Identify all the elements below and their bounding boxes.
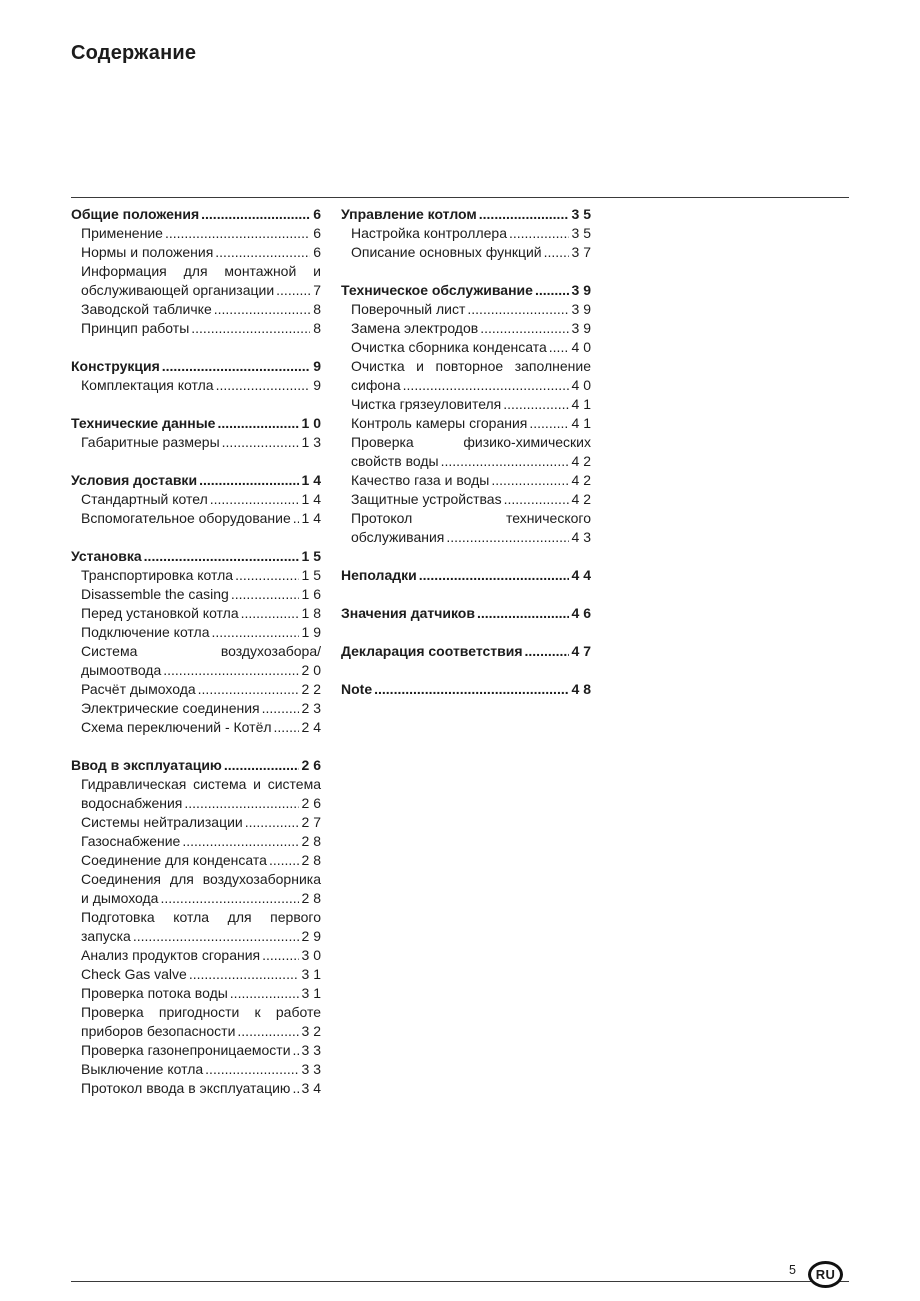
dot-leader: [231, 585, 299, 604]
toc-item-label: Disassemble the casing: [81, 586, 229, 602]
toc-item-label: Нормы и положения: [81, 244, 214, 260]
toc-item: [341, 433, 591, 471]
toc-page-number: 4 1: [571, 415, 591, 431]
dot-leader: [224, 756, 299, 775]
toc-item-label: Протокол ввода в эксплуатацию: [81, 1080, 291, 1096]
toc-item-lastline: [71, 205, 321, 224]
dot-leader: [214, 300, 310, 319]
toc-page-number: 1 0: [301, 415, 321, 431]
toc-item-lastline: [81, 832, 321, 851]
dot-leader: [262, 699, 299, 718]
toc-item-lastline: [81, 300, 321, 319]
toc-item: [341, 357, 591, 395]
toc-item: [71, 585, 321, 604]
toc-item-lastline: [81, 965, 321, 984]
toc-section-heading: [71, 756, 321, 775]
toc-item-label: Note: [341, 681, 373, 697]
toc-page-number: 2 6: [301, 795, 321, 811]
toc-item-label: Выключение котла: [81, 1061, 204, 1077]
toc-item-label: приборов безопасности: [81, 1023, 236, 1039]
toc-item: [71, 623, 321, 642]
toc-section: [341, 642, 591, 661]
dot-leader: [509, 224, 569, 243]
toc-item-line: Система воздухозабора/: [81, 643, 321, 659]
toc-section: [71, 471, 321, 528]
toc-item-lastline: [81, 319, 321, 338]
toc-page-number: 4 3: [571, 529, 591, 545]
toc-item-label: Чистка грязеуловителя: [351, 396, 502, 412]
toc-item-label: Защитные устройстваs: [351, 491, 502, 507]
toc-page-number: 3 5: [571, 206, 591, 222]
toc-columns: [71, 205, 591, 1117]
toc-item-line: Информация для монтажной и: [81, 263, 321, 279]
toc-item-lastline: [81, 433, 321, 452]
language-badge: RU: [808, 1261, 843, 1288]
toc-page-number: 1 5: [301, 548, 321, 564]
toc-item-label: Расчёт дымохода: [81, 681, 196, 697]
toc-page-number: 2 4: [301, 719, 321, 735]
dot-leader: [241, 604, 299, 623]
toc-item-line: Протокол технического: [351, 510, 591, 526]
toc-item-label: Комплектация котла: [81, 377, 214, 393]
toc-section-heading: [71, 547, 321, 566]
toc-item: [341, 395, 591, 414]
toc-item: [71, 1060, 321, 1079]
dot-leader: [201, 205, 310, 224]
toc-item-label: Подключение котла: [81, 624, 210, 640]
page-title: Содержание: [71, 42, 197, 64]
toc-item-label: Ввод в эксплуатацию: [71, 757, 222, 773]
toc-item-label: обслуживающей организации: [81, 282, 275, 298]
toc-item-lastline: [81, 566, 321, 585]
toc-page-number: 3 2: [301, 1023, 321, 1039]
toc-item-lastline: [81, 889, 321, 908]
toc-item-label: Общие положения: [71, 206, 200, 222]
toc-page-number: 4 0: [571, 339, 591, 355]
dot-leader: [529, 414, 568, 433]
dot-leader: [274, 718, 299, 737]
toc-item-lastline: [81, 623, 321, 642]
toc-item-lastline: [81, 661, 321, 680]
toc-item-lastline: [341, 566, 591, 585]
toc-item: [341, 319, 591, 338]
toc-item-label: Заводской табличке: [81, 301, 212, 317]
dot-leader: [211, 623, 298, 642]
toc-item-label: Очистка сборника конденсата: [351, 339, 547, 355]
toc-page-number: 3 0: [301, 947, 321, 963]
toc-section-heading: [341, 604, 591, 623]
toc-item: [71, 376, 321, 395]
dot-leader: [292, 1079, 298, 1098]
toc-page-number: 2 7: [301, 814, 321, 830]
toc-item-lastline: [81, 490, 321, 509]
toc-item-line: Проверка физико-химических: [351, 434, 591, 450]
toc-item-lastline: [81, 1079, 321, 1098]
toc-item-label: Условия доставки: [71, 472, 198, 488]
toc-item-label: дымоотвода: [81, 662, 162, 678]
toc-item: [71, 319, 321, 338]
toc-section: [71, 205, 321, 338]
toc-item-label: Схема переключений - Котёл: [81, 719, 272, 735]
toc-section-heading: [341, 205, 591, 224]
toc-item: [71, 642, 321, 680]
toc-section: [71, 357, 321, 395]
toc-page-number: 3 4: [301, 1080, 321, 1096]
toc-item-lastline: [81, 680, 321, 699]
bottom-rule: [71, 1281, 849, 1282]
toc-item: [71, 1041, 321, 1060]
dot-leader: [419, 566, 569, 585]
toc-item-lastline: [341, 680, 591, 699]
toc-item-lastline: [81, 604, 321, 623]
toc-item-label: Технические данные: [71, 415, 216, 431]
toc-item-lastline: [341, 604, 591, 623]
toc-item-label: Проверка потока воды: [81, 985, 228, 1001]
dot-leader: [165, 224, 310, 243]
dot-leader: [160, 889, 298, 908]
toc-item-label: запуска: [81, 928, 131, 944]
dot-leader: [205, 1060, 298, 1079]
dot-leader: [191, 319, 310, 338]
toc-item-label: Габаритные размеры: [81, 434, 220, 450]
toc-page-number: 6: [313, 225, 321, 241]
toc-item-lastline: [341, 281, 591, 300]
toc-item-lastline: [341, 205, 591, 224]
toc-item-label: Вспомогательное оборудование: [81, 510, 291, 526]
toc-item-lastline: [351, 528, 591, 547]
dot-leader: [504, 490, 569, 509]
toc-item-label: Принцип работы: [81, 320, 190, 336]
toc-item-lastline: [81, 718, 321, 737]
toc-page-number: 1 3: [301, 434, 321, 450]
toc-section: [341, 566, 591, 585]
toc-item: [71, 243, 321, 262]
toc-item-line: Проверка пригодности к работе: [81, 1004, 321, 1020]
toc-item: [71, 832, 321, 851]
toc-item-label: обслуживания: [351, 529, 445, 545]
toc-item-label: Стандартный котел: [81, 491, 208, 507]
dot-leader: [262, 946, 298, 965]
toc-page-number: 4 8: [571, 681, 591, 697]
toc-page-number: 4 2: [571, 491, 591, 507]
toc-section-heading: [341, 680, 591, 699]
toc-page-number: 3 3: [301, 1042, 321, 1058]
dot-leader: [144, 547, 299, 566]
footer-page-number: 5: [789, 1263, 796, 1277]
dot-leader: [293, 509, 299, 528]
toc-item-lastline: [351, 224, 591, 243]
toc-item-label: Управление котлом: [341, 206, 477, 222]
toc-page-number: 4 2: [571, 453, 591, 469]
toc-item-label: сифона: [351, 377, 401, 393]
toc-item-label: Поверочный лист: [351, 301, 466, 317]
toc-page-number: 1 8: [301, 605, 321, 621]
dot-leader: [544, 243, 569, 262]
toc-item-label: Анализ продуктов сгорания: [81, 947, 261, 963]
dot-leader: [479, 205, 569, 224]
toc-page-number: 1 4: [301, 472, 321, 488]
dot-leader: [446, 528, 568, 547]
toc-item-line: Подготовка котла для первого: [81, 909, 321, 925]
toc-section-heading: [71, 414, 321, 433]
dot-leader: [403, 376, 569, 395]
toc-item-lastline: [81, 984, 321, 1003]
dot-leader: [535, 281, 569, 300]
toc-page-number: 1 4: [301, 491, 321, 507]
dot-leader: [235, 566, 298, 585]
toc-item-label: водоснабжения: [81, 795, 183, 811]
toc-item-lastline: [71, 357, 321, 376]
toc-item-lastline: [351, 338, 591, 357]
dot-leader: [230, 984, 299, 1003]
toc-page-number: 2 3: [301, 700, 321, 716]
toc-item-lastline: [71, 547, 321, 566]
toc-item: [71, 946, 321, 965]
dot-leader: [237, 1022, 298, 1041]
toc-page-number: 1 9: [301, 624, 321, 640]
toc-item-lastline: [71, 414, 321, 433]
toc-page-number: 4 1: [571, 396, 591, 412]
dot-leader: [184, 794, 298, 813]
toc-section: [341, 604, 591, 623]
toc-item: [71, 680, 321, 699]
toc-page-number: 7: [313, 282, 321, 298]
toc-item-lastline: [351, 414, 591, 433]
toc-item-lastline: [351, 471, 591, 490]
toc-page-number: 4 6: [571, 605, 591, 621]
toc-item: [71, 908, 321, 946]
toc-page-number: 2 8: [301, 890, 321, 906]
toc-section: [71, 547, 321, 737]
dot-leader: [198, 680, 299, 699]
toc-item-lastline: [81, 585, 321, 604]
toc-item-label: Декларация соответствия: [341, 643, 523, 659]
toc-page-number: 1 5: [301, 567, 321, 583]
toc-item: [341, 338, 591, 357]
toc-item-lastline: [351, 243, 591, 262]
toc-item-label: Качество газа и воды: [351, 472, 490, 488]
toc-section-heading: [71, 205, 321, 224]
toc-item: [71, 433, 321, 452]
toc-item-label: Контроль камеры сгорания: [351, 415, 528, 431]
dot-leader: [217, 414, 298, 433]
dot-leader: [467, 300, 568, 319]
toc-item-lastline: [81, 1041, 321, 1060]
toc-item-lastline: [351, 395, 591, 414]
toc-page-number: 6: [313, 244, 321, 260]
dot-leader: [293, 1041, 299, 1060]
toc-section: [341, 680, 591, 699]
toc-item: [71, 775, 321, 813]
toc-page-number: 2 2: [301, 681, 321, 697]
dot-leader: [549, 338, 569, 357]
dot-leader: [215, 243, 310, 262]
toc-page-number: 2 8: [301, 833, 321, 849]
toc-item-label: Системы нейтрализации: [81, 814, 243, 830]
toc-item: [71, 300, 321, 319]
toc-item-line: Очистка и повторное заполнение: [351, 358, 591, 374]
toc-item-lastline: [351, 376, 591, 395]
toc-item-lastline: [81, 813, 321, 832]
toc-section-heading: [341, 642, 591, 661]
dot-leader: [245, 813, 299, 832]
dot-leader: [276, 281, 310, 300]
dot-leader: [222, 433, 299, 452]
toc-item: [71, 224, 321, 243]
toc-item-lastline: [81, 699, 321, 718]
toc-item-lastline: [81, 851, 321, 870]
toc-item: [71, 509, 321, 528]
toc-item: [71, 1079, 321, 1098]
toc-item: [71, 490, 321, 509]
toc-item-label: Значения датчиков: [341, 605, 475, 621]
toc-page-number: 8: [313, 320, 321, 336]
toc-page-number: 3 9: [571, 301, 591, 317]
toc-page-number: 4 2: [571, 472, 591, 488]
toc-section-heading: [341, 281, 591, 300]
toc-item-lastline: [351, 319, 591, 338]
toc-item-lastline: [81, 1060, 321, 1079]
toc-item: [71, 699, 321, 718]
toc-item-label: Замена электродов: [351, 320, 479, 336]
dot-leader: [503, 395, 568, 414]
toc-page-number: 2 8: [301, 852, 321, 868]
toc-item: [71, 262, 321, 300]
toc-page-number: 3 1: [301, 966, 321, 982]
toc-item-label: Транспортировка котла: [81, 567, 234, 583]
toc-item: [71, 604, 321, 623]
toc-item: [341, 471, 591, 490]
dot-leader: [210, 490, 299, 509]
toc-item-label: Применение: [81, 225, 163, 241]
toc-item-line: Соединения для воздухозаборника: [81, 871, 321, 887]
dot-leader: [480, 319, 568, 338]
dot-leader: [491, 471, 568, 490]
toc-item-label: Газоснабжение: [81, 833, 181, 849]
toc-item-label: Техническое обслуживание: [341, 282, 533, 298]
toc-item: [71, 566, 321, 585]
toc-item: [341, 509, 591, 547]
toc-item-label: Установка: [71, 548, 142, 564]
toc-page-number: 1 4: [301, 510, 321, 526]
dot-leader: [199, 471, 298, 490]
dot-leader: [163, 661, 298, 680]
toc-page-number: 2 9: [301, 928, 321, 944]
toc-item-label: Проверка газонепроницаемости: [81, 1042, 291, 1058]
toc-page-number: 6: [313, 206, 321, 222]
toc-item: [341, 224, 591, 243]
toc-item: [341, 490, 591, 509]
toc-item-lastline: [81, 224, 321, 243]
toc-item-lastline: [81, 281, 321, 300]
dot-leader: [525, 642, 569, 661]
toc-item-lastline: [341, 642, 591, 661]
toc-item: [71, 851, 321, 870]
toc-page-number: 4 4: [571, 567, 591, 583]
toc-page-number: 9: [313, 377, 321, 393]
toc-item-lastline: [351, 300, 591, 319]
toc-item-lastline: [81, 376, 321, 395]
toc-item-lastline: [81, 243, 321, 262]
toc-item: [71, 965, 321, 984]
toc-section-heading: [71, 471, 321, 490]
top-rule: [71, 197, 849, 198]
toc-item: [341, 300, 591, 319]
toc-item-label: Соединение для конденсата: [81, 852, 267, 868]
toc-item: [71, 870, 321, 908]
toc-item-lastline: [81, 946, 321, 965]
toc-item: [341, 414, 591, 433]
dot-leader: [477, 604, 569, 623]
toc-section: [71, 756, 321, 1098]
toc-item-lastline: [81, 509, 321, 528]
dot-leader: [189, 965, 299, 984]
toc-section: [341, 205, 591, 262]
toc-item-lastline: [81, 927, 321, 946]
dot-leader: [269, 851, 299, 870]
toc-item: [71, 1003, 321, 1041]
toc-item: [341, 243, 591, 262]
toc-item: [71, 718, 321, 737]
toc-page-number: 2 6: [301, 757, 321, 773]
toc-section: [341, 281, 591, 547]
dot-leader: [441, 452, 569, 471]
dot-leader: [133, 927, 299, 946]
toc-item: [71, 813, 321, 832]
toc-column: [341, 205, 591, 1117]
toc-item: [71, 984, 321, 1003]
toc-page-number: 3 3: [301, 1061, 321, 1077]
toc-item-label: и дымохода: [81, 890, 159, 906]
toc-item-line: Гидравлическая система и система: [81, 776, 321, 792]
toc-item-label: Перед установкой котла: [81, 605, 239, 621]
toc-item-lastline: [81, 794, 321, 813]
dot-leader: [162, 357, 310, 376]
toc-item-label: Электрические соединения: [81, 700, 260, 716]
dot-leader: [182, 832, 298, 851]
toc-column: [71, 205, 321, 1117]
toc-page-number: 3 5: [571, 225, 591, 241]
dot-leader: [374, 680, 568, 699]
toc-page-number: 4 0: [571, 377, 591, 393]
toc-section-heading: [71, 357, 321, 376]
toc-item-label: Настройка контроллера: [351, 225, 507, 241]
toc-page-number: 4 7: [571, 643, 591, 659]
toc-item-lastline: [351, 452, 591, 471]
dot-leader: [216, 376, 311, 395]
toc-item-label: свойств воды: [351, 453, 439, 469]
toc-item-lastline: [71, 756, 321, 775]
toc-page-number: 2 0: [301, 662, 321, 678]
toc-item-lastline: [71, 471, 321, 490]
toc-item-label: Описание основных функций: [351, 244, 542, 260]
toc-page-number: 9: [313, 358, 321, 374]
toc-page-number: 3 7: [571, 244, 591, 260]
toc-page-number: 3 1: [301, 985, 321, 1001]
toc-page-number: 8: [313, 301, 321, 317]
toc-page-number: 1 6: [301, 586, 321, 602]
toc-section-heading: [341, 566, 591, 585]
toc-section: [71, 414, 321, 452]
toc-item-lastline: [81, 1022, 321, 1041]
toc-item-label: Неполадки: [341, 567, 417, 583]
toc-item-lastline: [351, 490, 591, 509]
toc-item-label: Check Gas valve: [81, 966, 187, 982]
toc-page-number: 3 9: [571, 320, 591, 336]
toc-item-label: Конструкция: [71, 358, 160, 374]
toc-page-number: 3 9: [571, 282, 591, 298]
